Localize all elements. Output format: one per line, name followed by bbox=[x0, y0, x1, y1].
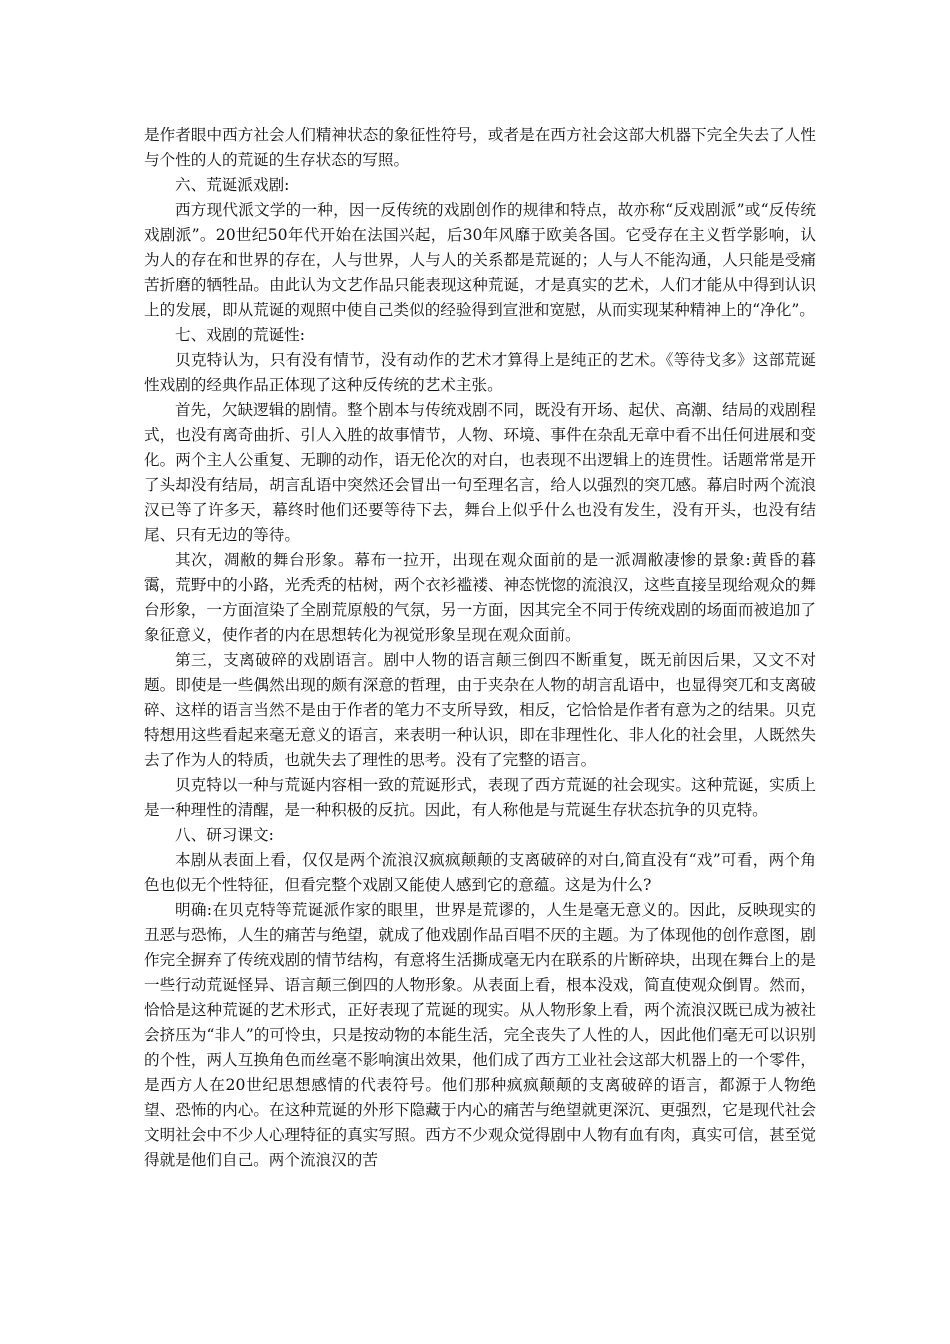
paragraph-fragmented-language: 第三，支离破碎的戏剧语言。剧中人物的语言颠三倒四不断重复，既无前因后果，又文不对题。即使是一些偶然出现的颇有深意的哲理，由于夹杂在人物的胡言乱语中，也显得突兀和支离破碎、这样的语言当然不是由于作者的笔力不支所导致，相反，它恰恰是作者有意为之的结果。贝克特想用这些看起来毫无意义的语言，来表明一种认识，即在非理性化、非人化的社会里，人既然失去了作为人的特质，也就失去了理性的思考。没有了完整的语言。 bbox=[144, 651, 816, 769]
paragraph-stage-image: 其次，凋敝的舞台形象。幕布一拉开，出现在观众面前的是一派凋敝凄惨的景象:黄昏的暮霭，荒野中的小路，光秃秃的枯树，两个衣衫褴褛、神态恍惚的流浪汉，这些直接呈现给观众的舞台形象，一方面渲染了全剧荒原般的气氛，另一方面，因其完全不同于传统戏剧的场面而被追加了象征意义，使作者的内在思想转化为视觉形象呈现在观众面前。 bbox=[144, 551, 816, 644]
section-heading-absurd-drama: 六、荒诞派戏剧: bbox=[175, 176, 290, 194]
paragraph-continuation: 是作者眼中西方社会人们精神状态的象征性符号，或者是在西方社会这部大机器下完全失去了人性与个性的人的荒诞的生存状态的写照。 bbox=[144, 126, 816, 169]
paragraph-absurd-form: 贝克特以一种与荒诞内容相一致的荒诞形式，表现了西方荒诞的社会现实。这种荒诞，实质上是一种理性的清醒，是一种积极的反抗。因此，有人称他是与荒诞生存状态抗争的贝克特。 bbox=[144, 776, 816, 819]
paragraph-absurd-drama-definition: 西方现代派文学的一种，因一反传统的戏剧创作的规律和特点，故亦称“反戏剧派”或“反传统戏剧派”。20世纪50年代开始在法国兴起，后30年风靡于欧美各国。它受存在主义哲学影响，认为人的存在和世界的存在，人与世界，人与人的关系都是荒诞的；人与人不能沟通，人只能是受痛苦折磨的牺牲品。由此认为文艺作品只能表现这种荒诞，才是真实的艺术，人们才能从中得到认识上的发展，即从荒诞的观照中使自己类似的经验得到宣泄和宽慰，从而实现某种精神上的“净化”。 bbox=[144, 201, 816, 319]
section-heading-absurdity-of-drama: 七、戏剧的荒诞性: bbox=[175, 326, 306, 344]
document-body bbox=[144, 123, 816, 1173]
paragraph-illogical-plot: 首先，欠缺逻辑的剧情。整个剧本与传统戏剧不同，既没有开场、起伏、高潮、结局的戏剧程式，也没有离奇曲折、引人入胜的故事情节，人物、环境、事件在杂乱无章中看不出任何进展和变化。两个主人公重复、无聊的动作，语无伦次的对白，也表现不出逻辑上的连贯性。话题常常是开了头却没有结局，胡言乱语中突然还会冒出一句至理名言，给人以强烈的突兀感。幕启时两个流浪汉已等了许多天，幕终时他们还要等待下去，舞台上似乎什么也没有发生，没有开头，也没有结尾、只有无边的等待。 bbox=[144, 401, 816, 544]
section-heading-study-text: 八、研习课文: bbox=[175, 826, 274, 844]
paragraph-beckett-view: 贝克特认为，只有没有情节，没有动作的艺术才算得上是纯正的艺术。《等待戈多》这部荒诞性戏剧的经典作品正体现了这种反传统的艺术主张。 bbox=[144, 351, 816, 394]
paragraph-study-answer: 明确:在贝克特等荒诞派作家的眼里，世界是荒谬的，人生是毫无意义的。因此，反映现实的丑恶与恐怖，人生的痛苦与绝望，就成了他戏剧作品百唱不厌的主题。为了体现他的创作意图，剧作完全摒弃了传统戏剧的情节结构，有意将生活撕成毫无内在联系的片断碎块，出现在舞台上的是一些行动荒诞怪异、语言颠三倒四的人物形象。从表面上看，根本没戏，简直使观众倒胃。然而，恰恰是这种荒诞的艺术形式，正好表现了荒诞的现实。从人物形象上看，两个流浪汉既已成为被社会挤压为“非人”的可怜虫，只是按动物的本能生活，完全丧失了人性的人，因此他们毫无可以识别的个性，两人互换角色而丝毫不影响演出效果，他们成了西方工业社会这部大机器上的一个零件，是西方人在20世纪思想感情的代表符号。他们那种疯疯颠颠的支离破碎的语言，都源于人物绝望、恐怖的内心。在这种荒诞的外形下隐藏于内心的痛苦与绝望就更深沉、更强烈，它是现代社会文明社会中不少人心理特征的真实写照。西方不少观众觉得剧中人物有血有肉，真实可信，甚至觉得就是他们自己。两个流浪汉的苦 bbox=[144, 901, 816, 1169]
paragraph-study-question: 本剧从表面上看，仅仅是两个流浪汉疯疯颠颠的支离破碎的对白,简直没有“戏”可看，两个角色也似无个性特征，但看完整个戏剧又能使人感到它的意蕴。这是为什么? bbox=[144, 851, 816, 894]
